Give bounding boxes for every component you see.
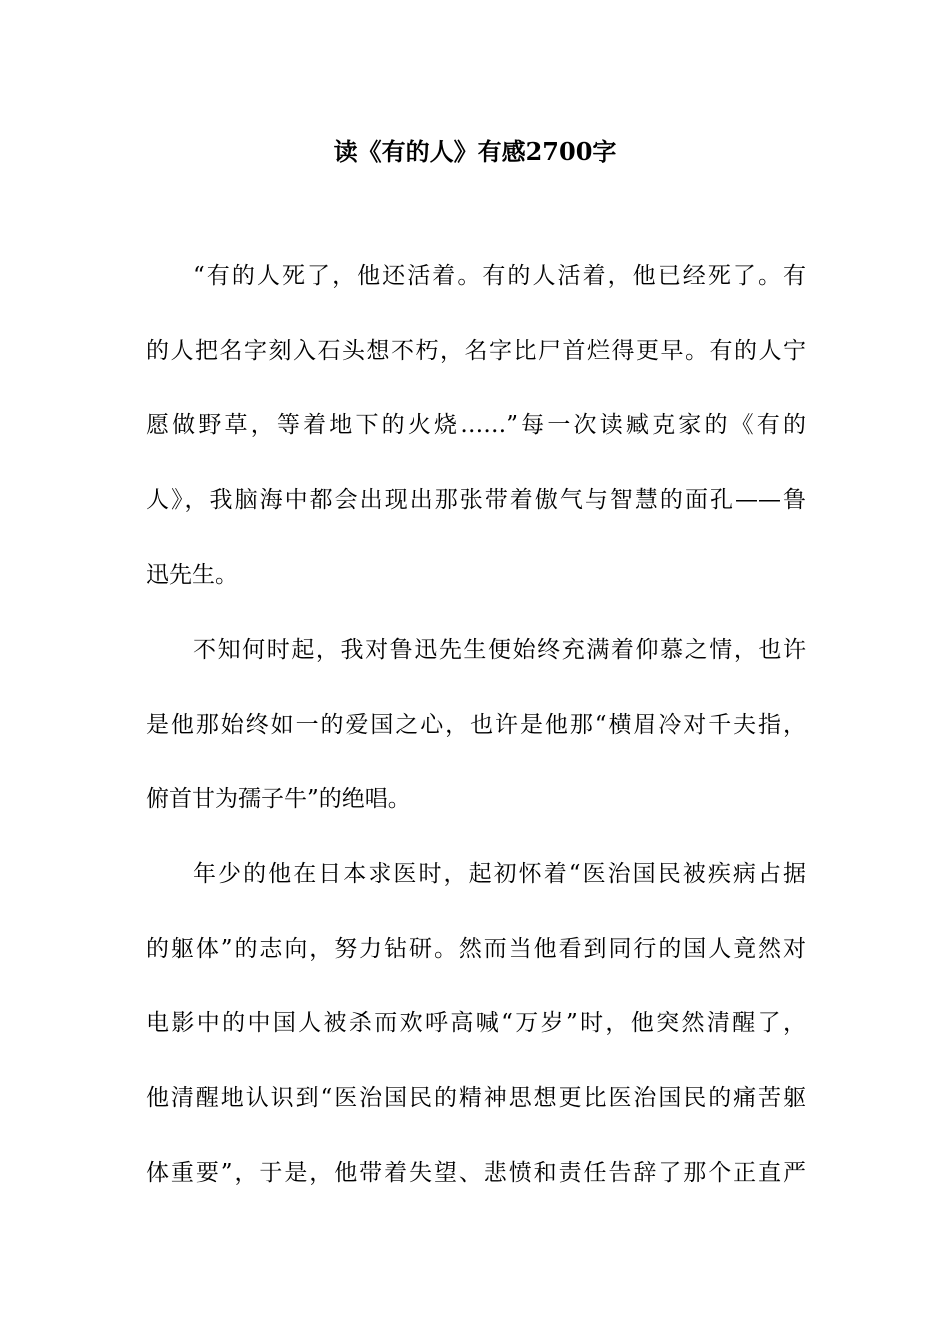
text-line: 愿做野草，等着地下的火烧……”每一次读臧克家的《有的 (146, 412, 806, 438)
text-line: 迅先生。 (146, 562, 238, 588)
text-line: “有的人死了，他还活着。有的人活着，他已经死了。有 (193, 263, 806, 289)
document-title: 读《有的人》有感2700字 (333, 137, 617, 166)
text-line: 俯首甘为孺子牛”的绝唱。 (146, 786, 411, 812)
text-line: 的人把名字刻入石头想不朽，名字比尸首烂得更早。有的人宁 (146, 338, 806, 364)
text-line: 年少的他在日本求医时，起初怀着“医治国民被疾病占据 (193, 861, 806, 887)
text-line: 是他那始终如一的爱国之心，也许是他那“横眉冷对千夫指， (146, 712, 806, 738)
text-line: 他清醒地认识到“医治国民的精神思想更比医治国民的痛苦躯 (146, 1085, 806, 1111)
text-line: 不知何时起，我对鲁迅先生便始终充满着仰慕之情，也许 (193, 637, 806, 663)
text-line: 人》，我脑海中都会出现出那张带着傲气与智慧的面孔——鲁 (146, 487, 806, 513)
text-line: 电影中的中国人被杀而欢呼高喊“万岁”时，他突然清醒了， (146, 1010, 806, 1036)
text-line: 的躯体”的志向，努力钻研。然而当他看到同行的国人竟然对 (146, 936, 806, 962)
text-line: 体重要”，于是，他带着失望、悲愤和责任告辞了那个正直严 (146, 1160, 806, 1186)
